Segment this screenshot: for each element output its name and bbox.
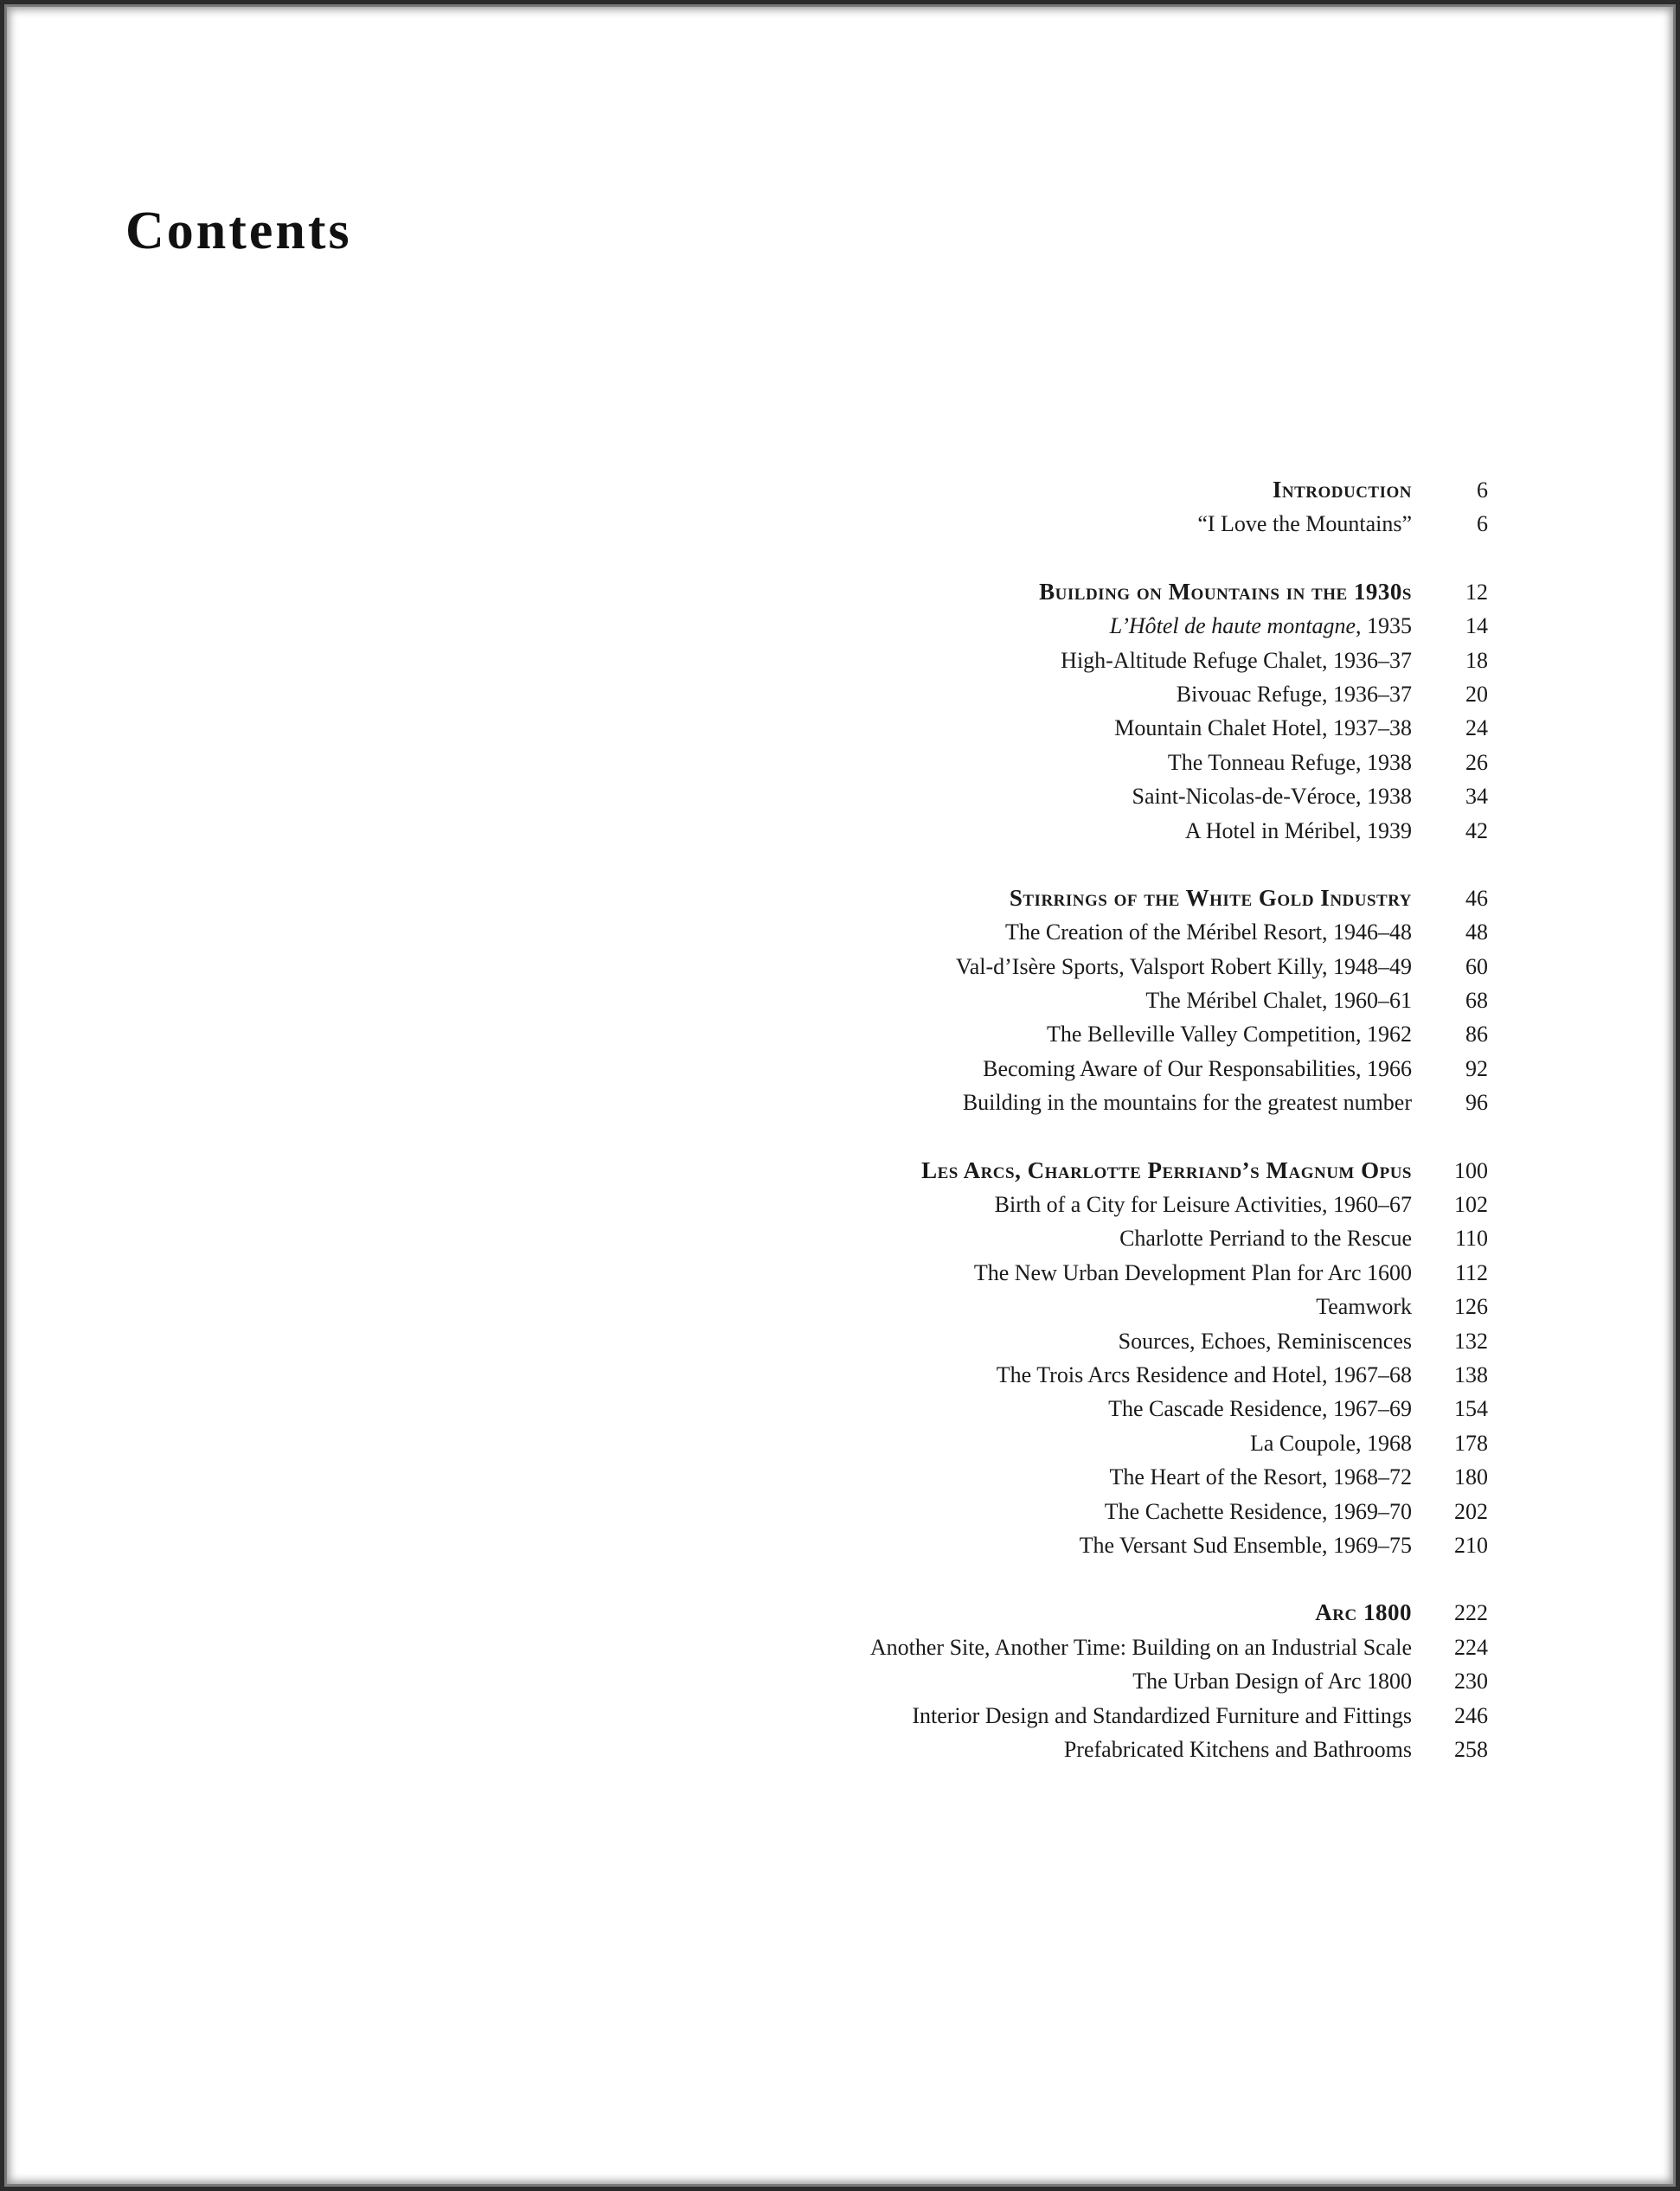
- entry-title: Another Site, Another Time: Building on an Industrial Scale: [869, 1634, 1412, 1660]
- page-number: 18: [1465, 647, 1488, 673]
- toc-entry[interactable]: [519, 609, 1488, 643]
- page-number: 6: [1477, 511, 1488, 537]
- page-number: 24: [1465, 715, 1488, 741]
- page-number: 46: [1465, 885, 1488, 911]
- toc-section-les-arcs: [519, 1154, 1488, 1563]
- page-number: 258: [1454, 1736, 1488, 1762]
- toc-section-introduction: [519, 473, 1488, 541]
- entry-title: Teamwork: [1316, 1294, 1412, 1320]
- entry-title: Bivouac Refuge, 1936–37: [1176, 681, 1412, 707]
- section-heading-title: Building on Mountains in the 1930s: [1039, 578, 1412, 605]
- entry-title: A Hotel in Méribel, 1939: [1184, 817, 1412, 843]
- entry-title: Building in the mountains for the greatest number: [962, 1090, 1412, 1116]
- page-number: 100: [1454, 1157, 1488, 1183]
- toc-entry[interactable]: [519, 1630, 1488, 1664]
- page-number: 132: [1454, 1328, 1488, 1354]
- toc-entry[interactable]: [519, 1733, 1488, 1766]
- toc-entry[interactable]: [519, 1528, 1488, 1562]
- section-heading-title: Stirrings of the White Gold Industry: [1009, 884, 1412, 911]
- toc-entry[interactable]: [519, 1392, 1488, 1425]
- page-number: 230: [1454, 1669, 1488, 1695]
- page-number: 126: [1454, 1294, 1488, 1320]
- toc-section-white-gold: [519, 881, 1488, 1120]
- page-number: 14: [1465, 613, 1488, 639]
- toc-entry[interactable]: [519, 1188, 1488, 1221]
- entry-title: The Cachette Residence, 1969–70: [1104, 1498, 1412, 1524]
- toc-entry[interactable]: [519, 746, 1488, 779]
- toc-entry[interactable]: [519, 950, 1488, 983]
- entry-title: Birth of a City for Leisure Activities, 1960–67: [994, 1192, 1412, 1218]
- page-number: 178: [1454, 1430, 1488, 1456]
- entry-title: The Méribel Chalet, 1960–61: [1145, 988, 1412, 1014]
- page-number: 246: [1454, 1702, 1488, 1728]
- page-title: Contents: [125, 202, 352, 260]
- entry-title: The Tonneau Refuge, 1938: [1167, 749, 1412, 775]
- page-number: 180: [1454, 1464, 1488, 1490]
- entry-title: Saint-Nicolas-de-Véroce, 1938: [1132, 784, 1412, 810]
- toc-entry[interactable]: [519, 1256, 1488, 1290]
- toc-entry[interactable]: [519, 1664, 1488, 1698]
- entry-title-suffix: , 1935: [1356, 613, 1412, 639]
- entry-title: The New Urban Development Plan for Arc 1600: [973, 1259, 1412, 1285]
- toc-section-heading[interactable]: [519, 1154, 1488, 1188]
- page-number: 48: [1465, 919, 1488, 945]
- page-number: 34: [1465, 784, 1488, 810]
- toc-entry[interactable]: [519, 814, 1488, 848]
- toc-section-heading[interactable]: [519, 881, 1488, 915]
- toc-entry[interactable]: [519, 983, 1488, 1017]
- page-number: 26: [1465, 749, 1488, 775]
- page-number: 12: [1465, 579, 1488, 605]
- entry-title: The Belleville Valley Competition, 1962: [1047, 1022, 1412, 1047]
- toc-entry[interactable]: [519, 1086, 1488, 1119]
- page-number: 202: [1454, 1498, 1488, 1524]
- entry-title-italic: L’Hôtel de haute montagne: [1109, 613, 1356, 639]
- table-of-contents: [519, 473, 1488, 1766]
- toc-entry[interactable]: [519, 1460, 1488, 1494]
- toc-entry[interactable]: [519, 1699, 1488, 1733]
- toc-entry[interactable]: [519, 1221, 1488, 1255]
- toc-entry[interactable]: [519, 1017, 1488, 1051]
- section-heading-title: Arc 1800: [1315, 1599, 1412, 1626]
- entry-title: Charlotte Perriand to the Rescue: [1119, 1226, 1412, 1252]
- toc-entry[interactable]: [519, 1358, 1488, 1392]
- entry-title: High-Altitude Refuge Chalet, 1936–37: [1061, 647, 1412, 673]
- toc-entry[interactable]: [519, 1324, 1488, 1358]
- entry-title: “I Love the Mountains”: [1197, 511, 1412, 537]
- page-number: 102: [1454, 1192, 1488, 1218]
- toc-entry[interactable]: [519, 644, 1488, 677]
- toc-entry[interactable]: [519, 1052, 1488, 1086]
- toc-entry[interactable]: [519, 507, 1488, 541]
- entry-title: Mountain Chalet Hotel, 1937–38: [1114, 715, 1412, 741]
- entry-title: The Heart of the Resort, 1968–72: [1109, 1464, 1412, 1490]
- entry-title: La Coupole, 1968: [1249, 1430, 1412, 1456]
- page-number: 210: [1454, 1532, 1488, 1558]
- toc-entry[interactable]: [519, 1426, 1488, 1460]
- page-number: 6: [1477, 477, 1488, 503]
- entry-title: The Urban Design of Arc 1800: [1132, 1669, 1412, 1695]
- entry-title: The Versant Sud Ensemble, 1969–75: [1079, 1532, 1412, 1558]
- toc-section-heading[interactable]: [519, 1596, 1488, 1630]
- toc-section-arc-1800: [519, 1596, 1488, 1766]
- page-number: 68: [1465, 988, 1488, 1014]
- toc-section-heading[interactable]: [519, 575, 1488, 609]
- page-number: 138: [1454, 1361, 1488, 1387]
- entry-title: Val-d’Isère Sports, Valsport Robert Killy, 1948–49: [955, 953, 1412, 979]
- entry-title: Interior Design and Standardized Furniture and Fittings: [912, 1702, 1412, 1728]
- entry-title: The Trois Arcs Residence and Hotel, 1967–68: [996, 1361, 1412, 1387]
- page-number: 60: [1465, 953, 1488, 979]
- toc-entry[interactable]: [519, 677, 1488, 711]
- page-number: 110: [1454, 1226, 1488, 1252]
- entry-title: Sources, Echoes, Reminiscences: [1118, 1328, 1412, 1354]
- page-number: 20: [1465, 681, 1488, 707]
- toc-entry[interactable]: [519, 711, 1488, 745]
- page-number: 96: [1465, 1090, 1488, 1116]
- toc-entry[interactable]: [519, 1495, 1488, 1528]
- entry-title: The Creation of the Méribel Resort, 1946–48: [1004, 919, 1412, 945]
- toc-section-building-1930s: [519, 575, 1488, 848]
- toc-entry[interactable]: [519, 915, 1488, 949]
- toc-entry[interactable]: [519, 1290, 1488, 1323]
- page-number: 92: [1465, 1055, 1488, 1081]
- entry-title: Prefabricated Kitchens and Bathrooms: [1063, 1736, 1412, 1762]
- entry-title: The Cascade Residence, 1967–69: [1108, 1396, 1412, 1422]
- entry-title: [1110, 609, 1412, 643]
- toc-section-heading[interactable]: [519, 473, 1488, 507]
- page-number: 42: [1465, 817, 1488, 843]
- toc-entry[interactable]: [519, 779, 1488, 813]
- section-heading-title: Les Arcs, Charlotte Perriand’s Magnum Opus: [921, 1156, 1412, 1183]
- page-number: 224: [1454, 1634, 1488, 1660]
- section-heading-title: Introduction: [1272, 477, 1412, 503]
- entry-title: Becoming Aware of Our Responsabilities, 1966: [983, 1055, 1412, 1081]
- page-number: 154: [1454, 1396, 1488, 1422]
- page-number: 86: [1465, 1022, 1488, 1047]
- page-number: 112: [1454, 1259, 1488, 1285]
- page-number: 222: [1454, 1600, 1488, 1626]
